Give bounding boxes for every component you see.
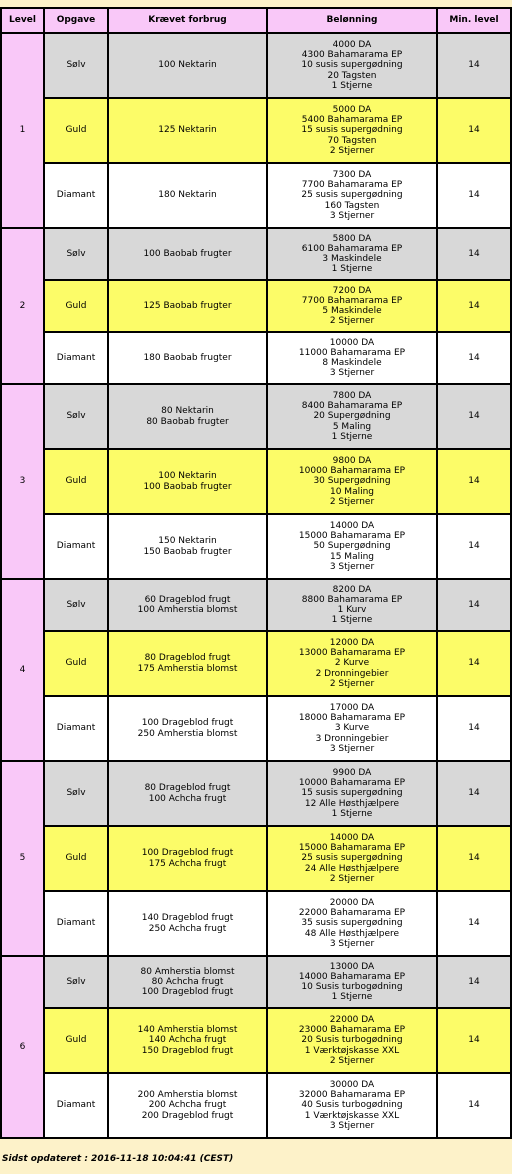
cell-line: 80 Nektarin	[161, 406, 214, 417]
cell-line: 100 Baobab frugter	[143, 248, 232, 259]
cell-line: 7700 Bahamarama EP	[301, 295, 403, 306]
cell-line: 150 Baobab frugter	[143, 546, 232, 557]
cell-line: 60 Drageblod frugt	[144, 594, 231, 605]
cell-line: 2 Dronningebier	[315, 668, 389, 679]
table-row	[1, 696, 511, 761]
cell-line: 10000 Bahamarama EP	[298, 466, 406, 477]
table-row	[1, 384, 511, 449]
min-level-cell: 14	[437, 631, 511, 696]
cell-line: 17000 DA	[329, 702, 375, 713]
beloenning-cell	[267, 384, 437, 449]
cell-line: 3 Stjerner	[329, 210, 375, 221]
opgave-cell: Sølv	[44, 579, 108, 631]
cell-line: 15000 Bahamarama EP	[298, 531, 406, 542]
cell-line: 9800 DA	[332, 455, 372, 466]
level-cell: 5	[1, 761, 44, 956]
cell-line: 3 Stjerner	[329, 743, 375, 754]
cell-line: 11000 Bahamarama EP	[298, 347, 406, 358]
cell-line: 100 Nektarin	[158, 471, 217, 482]
forbrug-cell	[108, 228, 267, 280]
forbrug-cell	[108, 163, 267, 228]
beloenning-cell	[267, 280, 437, 332]
cell-line: 3 Stjerner	[329, 938, 375, 949]
forbrug-cell	[108, 33, 267, 98]
cell-line: 2 Stjerner	[329, 145, 375, 156]
opgave-cell: Sølv	[44, 228, 108, 280]
table-row	[1, 579, 511, 631]
cell-line: 175 Achcha frugt	[148, 858, 227, 869]
cell-line: 14000 Bahamarama EP	[298, 971, 406, 982]
cell-line: 40 Susis turbogødning	[301, 1100, 403, 1111]
cell-line: 100 Baobab frugter	[143, 481, 232, 492]
beloenning-cell	[267, 761, 437, 826]
table-row	[1, 163, 511, 228]
header-row	[1, 8, 511, 33]
cell-line: 10 susis supergødning	[301, 60, 403, 71]
cell-line: 180 Nektarin	[158, 190, 217, 201]
cell-line: 8400 Bahamarama EP	[301, 401, 403, 412]
table-row	[1, 761, 511, 826]
cell-line: 20000 DA	[329, 897, 375, 908]
cell-line: 15 Maling	[329, 551, 374, 562]
cell-line: 6100 Bahamarama EP	[301, 243, 403, 254]
cell-line: 80 Achcha frugt	[151, 976, 224, 987]
header-min-level: Min. level	[437, 8, 511, 33]
cell-line: 125 Nektarin	[158, 125, 217, 136]
cell-line: 1 Stjerne	[331, 264, 373, 275]
opgave-cell: Diamant	[44, 514, 108, 579]
cell-line: 1 Stjerne	[331, 80, 373, 91]
min-level-cell: 14	[437, 514, 511, 579]
cell-line: 125 Baobab frugter	[143, 300, 232, 311]
table-row	[1, 514, 511, 579]
table-row	[1, 449, 511, 514]
forbrug-cell	[108, 280, 267, 332]
table-row	[1, 332, 511, 384]
level-cell: 2	[1, 228, 44, 384]
forbrug-cell	[108, 332, 267, 384]
table-row	[1, 98, 511, 163]
level-cell: 3	[1, 384, 44, 579]
beloenning-cell	[267, 891, 437, 956]
cell-line: 8 Maskindele	[322, 358, 382, 368]
cell-line: 50 Supergødning	[313, 541, 391, 552]
cell-line: 100 Drageblod frugt	[141, 718, 234, 729]
table-row	[1, 33, 511, 98]
cell-line: 2 Stjerner	[329, 1055, 375, 1066]
cell-line: 3 Dronningebier	[315, 733, 389, 744]
cell-line: 2 Stjerner	[329, 678, 375, 689]
beloenning-cell	[267, 98, 437, 163]
cell-line: 100 Amherstia blomst	[137, 605, 238, 615]
cell-line: 20 Supergødning	[313, 411, 391, 422]
cell-line: 2 Kurve	[334, 658, 370, 669]
cell-line: 23000 Bahamarama EP	[298, 1025, 406, 1036]
cell-line: 1 Stjerne	[331, 615, 373, 626]
forbrug-cell	[108, 956, 267, 1008]
cell-line: 3 Stjerner	[329, 368, 375, 379]
cell-line: 2 Stjerner	[329, 316, 375, 327]
cell-line: 48 Alle Høsthjælpere	[304, 928, 400, 939]
cell-line: 1 Kurv	[337, 605, 367, 615]
cell-line: 5 Maling	[332, 421, 372, 432]
opgave-cell: Diamant	[44, 332, 108, 384]
cell-line: 250 Amherstia blomst	[137, 728, 238, 739]
beloenning-cell	[267, 696, 437, 761]
forbrug-cell	[108, 826, 267, 891]
beloenning-cell	[267, 1073, 437, 1138]
opgave-cell: Guld	[44, 449, 108, 514]
min-level-cell: 14	[437, 384, 511, 449]
beloenning-cell	[267, 228, 437, 280]
quest-table	[0, 7, 512, 1139]
opgave-cell: Guld	[44, 631, 108, 696]
cell-line: 13000 DA	[329, 961, 375, 972]
opgave-cell: Guld	[44, 98, 108, 163]
table-row	[1, 1073, 511, 1138]
cell-line: 30000 DA	[329, 1079, 375, 1090]
opgave-cell: Sølv	[44, 956, 108, 1008]
beloenning-cell	[267, 163, 437, 228]
cell-line: 4300 Bahamarama EP	[301, 50, 403, 61]
cell-line: 100 Drageblod frugt	[141, 987, 234, 998]
level-cell: 6	[1, 956, 44, 1138]
beloenning-cell	[267, 449, 437, 514]
cell-line: 2 Stjerner	[329, 873, 375, 884]
cell-line: 150 Nektarin	[158, 536, 217, 547]
cell-line: 22000 DA	[329, 1014, 375, 1025]
cell-line: 150 Drageblod frugt	[141, 1045, 234, 1056]
opgave-cell: Diamant	[44, 1073, 108, 1138]
forbrug-cell	[108, 891, 267, 956]
min-level-cell: 14	[437, 696, 511, 761]
cell-line: 180 Baobab frugter	[143, 352, 232, 363]
beloenning-cell	[267, 826, 437, 891]
min-level-cell: 14	[437, 449, 511, 514]
cell-line: 32000 Bahamarama EP	[298, 1090, 406, 1101]
opgave-cell: Diamant	[44, 163, 108, 228]
cell-line: 3 Maskindele	[322, 254, 382, 264]
opgave-cell: Sølv	[44, 384, 108, 449]
cell-line: 14000 DA	[329, 520, 375, 531]
cell-line: 5800 DA	[332, 233, 372, 244]
cell-line: 160 Tagsten	[324, 200, 380, 211]
cell-line: 2 Stjerner	[329, 496, 375, 507]
cell-line: 7700 Bahamarama EP	[301, 180, 403, 191]
header-opgave: Opgave	[44, 8, 108, 33]
opgave-cell: Sølv	[44, 761, 108, 826]
cell-line: 140 Achcha frugt	[148, 1035, 227, 1046]
opgave-cell: Guld	[44, 1008, 108, 1073]
forbrug-cell	[108, 98, 267, 163]
cell-line: 30 Supergødning	[313, 476, 391, 487]
cell-line: 200 Drageblod frugt	[141, 1110, 234, 1121]
forbrug-cell	[108, 631, 267, 696]
level-cell: 4	[1, 579, 44, 761]
cell-line: 3 Kurve	[334, 723, 370, 734]
cell-line: 7300 DA	[332, 169, 372, 180]
beloenning-cell	[267, 579, 437, 631]
table-row	[1, 1008, 511, 1073]
min-level-cell: 14	[437, 1073, 511, 1138]
forbrug-cell	[108, 384, 267, 449]
cell-line: 7800 DA	[332, 390, 372, 401]
cell-line: 12000 DA	[329, 637, 375, 648]
cell-line: 25 susis supergødning	[301, 190, 403, 201]
beloenning-cell	[267, 33, 437, 98]
opgave-cell: Sølv	[44, 33, 108, 98]
cell-line: 10000 Bahamarama EP	[298, 778, 406, 789]
forbrug-cell	[108, 579, 267, 631]
min-level-cell: 14	[437, 826, 511, 891]
cell-line: 35 susis supergødning	[301, 918, 403, 929]
cell-line: 4000 DA	[332, 39, 372, 50]
beloenning-cell	[267, 956, 437, 1008]
cell-line: 100 Achcha frugt	[148, 793, 227, 804]
cell-line: 1 Stjerne	[331, 431, 373, 442]
cell-line: 20 Susis turbogødning	[301, 1035, 403, 1046]
min-level-cell: 14	[437, 761, 511, 826]
cell-line: 8800 Bahamarama EP	[301, 594, 403, 605]
table-row	[1, 631, 511, 696]
cell-line: 100 Drageblod frugt	[141, 848, 234, 859]
cell-line: 3 Stjerner	[329, 1120, 375, 1131]
cell-line: 13000 Bahamarama EP	[298, 648, 406, 659]
cell-line: 7200 DA	[332, 285, 372, 296]
cell-line: 200 Amherstia blomst	[137, 1090, 238, 1101]
cell-line: 5 Maskindele	[322, 306, 382, 316]
cell-line: 80 Baobab frugter	[146, 416, 229, 427]
forbrug-cell	[108, 514, 267, 579]
header-level: Level	[1, 8, 44, 33]
cell-line: 10 Maling	[329, 486, 374, 497]
cell-line: 9900 DA	[332, 767, 372, 778]
min-level-cell: 14	[437, 280, 511, 332]
table-row	[1, 891, 511, 956]
forbrug-cell	[108, 1073, 267, 1138]
opgave-cell: Diamant	[44, 891, 108, 956]
opgave-cell: Guld	[44, 826, 108, 891]
cell-line: 80 Amherstia blomst	[140, 966, 235, 977]
cell-line: 20 Tagsten	[327, 70, 377, 81]
cell-line: 24 Alle Høsthjælpere	[304, 863, 400, 874]
min-level-cell: 14	[437, 33, 511, 98]
cell-line: 22000 Bahamarama EP	[298, 908, 406, 919]
table-row	[1, 280, 511, 332]
cell-line: 250 Achcha frugt	[148, 923, 227, 934]
cell-line: 25 susis supergødning	[301, 853, 403, 864]
cell-line: 18000 Bahamarama EP	[298, 713, 406, 724]
cell-line: 15 susis supergødning	[301, 125, 403, 136]
cell-line: 5400 Bahamarama EP	[301, 115, 403, 126]
forbrug-cell	[108, 449, 267, 514]
cell-line: 70 Tagsten	[327, 135, 377, 146]
cell-line: 5000 DA	[332, 104, 372, 115]
cell-line: 14000 DA	[329, 832, 375, 843]
beloenning-cell	[267, 631, 437, 696]
beloenning-cell	[267, 332, 437, 384]
last-updated-text: Sidst opdateret : 2016-11-18 10:04:41 (CEST)	[2, 1154, 234, 1164]
cell-line: 8200 DA	[332, 584, 372, 595]
header-forbrug: Krævet forbrug	[108, 8, 267, 33]
min-level-cell: 14	[437, 579, 511, 631]
header-beloenning: Belønning	[267, 8, 437, 33]
cell-line: 140 Amherstia blomst	[137, 1025, 238, 1036]
cell-line: 15000 Bahamarama EP	[298, 843, 406, 854]
cell-line: 1 Stjerne	[331, 808, 373, 819]
table-row	[1, 228, 511, 280]
forbrug-cell	[108, 696, 267, 761]
cell-line: 140 Drageblod frugt	[141, 913, 234, 924]
cell-line: 80 Drageblod frugt	[144, 783, 231, 794]
min-level-cell: 14	[437, 956, 511, 1008]
beloenning-cell	[267, 1008, 437, 1073]
min-level-cell: 14	[437, 98, 511, 163]
min-level-cell: 14	[437, 228, 511, 280]
cell-line: 100 Nektarin	[158, 60, 217, 71]
table-body	[1, 33, 511, 1138]
cell-line: 12 Alle Høsthjælpere	[304, 798, 400, 809]
min-level-cell: 14	[437, 332, 511, 384]
beloenning-cell	[267, 514, 437, 579]
cell-line: 200 Achcha frugt	[148, 1100, 227, 1111]
forbrug-cell	[108, 761, 267, 826]
forbrug-cell	[108, 1008, 267, 1073]
cell-line: 175 Amherstia blomst	[137, 663, 238, 674]
cell-line: 3 Stjerner	[329, 561, 375, 572]
cell-line: 1 Stjerne	[331, 992, 373, 1003]
cell-line: 80 Drageblod frugt	[144, 653, 231, 664]
cell-line: 10 Susis turbogødning	[301, 982, 403, 992]
opgave-cell: Diamant	[44, 696, 108, 761]
cell-line: 15 susis supergødning	[301, 788, 403, 799]
cell-line: 10000 DA	[329, 337, 375, 348]
min-level-cell: 14	[437, 891, 511, 956]
level-cell: 1	[1, 33, 44, 228]
table-row	[1, 956, 511, 1008]
min-level-cell: 14	[437, 1008, 511, 1073]
cell-line: 1 Værktøjskasse XXL	[304, 1045, 400, 1056]
min-level-cell: 14	[437, 163, 511, 228]
opgave-cell: Guld	[44, 280, 108, 332]
table-row	[1, 826, 511, 891]
cell-line: 1 Værktøjskasse XXL	[304, 1110, 400, 1121]
